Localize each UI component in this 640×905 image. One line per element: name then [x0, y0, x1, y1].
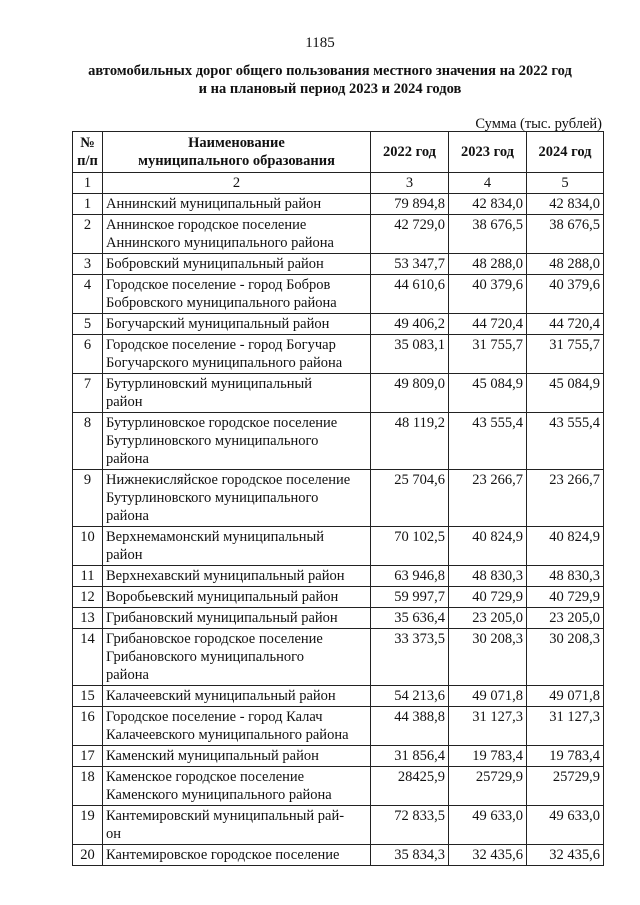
municipality-name-line: Аннинский муниципальный район: [106, 196, 322, 212]
municipality-name: [103, 215, 371, 254]
value-2024: 48 830,3: [527, 566, 604, 587]
row-number: 1: [73, 194, 103, 215]
municipality-name: [103, 767, 371, 806]
municipality-name-line: района: [106, 508, 149, 524]
value-2024: 38 676,5: [527, 215, 604, 254]
value-2022: 49 406,2: [371, 314, 449, 335]
header-number: [73, 132, 103, 173]
value-2022: 25 704,6: [371, 470, 449, 527]
value-2022: 72 833,5: [371, 806, 449, 845]
column-index-2: 2: [103, 173, 371, 194]
table-row: [73, 608, 604, 629]
value-2022: 44 610,6: [371, 275, 449, 314]
municipality-name: [103, 806, 371, 845]
row-number: 9: [73, 470, 103, 527]
row-number: 16: [73, 707, 103, 746]
table-row: [73, 629, 604, 686]
value-2024: 23 266,7: [527, 470, 604, 527]
value-2023: 30 208,3: [449, 629, 527, 686]
value-2023: 43 555,4: [449, 413, 527, 470]
municipality-name-line: Бутурлиновский муниципальный: [106, 376, 312, 392]
value-2023: 40 379,6: [449, 275, 527, 314]
row-number: 18: [73, 767, 103, 806]
municipality-name-line: Нижнекисляйское городское поселение: [106, 472, 351, 488]
row-number: 4: [73, 275, 103, 314]
header-municipality: [103, 132, 371, 173]
row-number: 7: [73, 374, 103, 413]
value-2024: 45 084,9: [527, 374, 604, 413]
municipality-name-line: Городское поселение - город Калач: [106, 709, 323, 725]
header-2023: 2023 год: [449, 132, 527, 173]
value-2022: 42 729,0: [371, 215, 449, 254]
allocation-table: [72, 131, 604, 866]
value-2022: 35 834,3: [371, 845, 449, 866]
value-2023: 48 288,0: [449, 254, 527, 275]
table-row: [73, 335, 604, 374]
document-heading: [40, 62, 620, 98]
row-number: 13: [73, 608, 103, 629]
value-2023: 31 127,3: [449, 707, 527, 746]
municipality-name-line: Кантемировское городское поселение: [106, 847, 340, 863]
value-2024: 49 071,8: [527, 686, 604, 707]
table-row: [73, 275, 604, 314]
municipality-name-line: Грибановского муниципального: [106, 649, 305, 665]
municipality-name-line: он: [106, 826, 122, 842]
municipality-name-line: Калачеевский муниципальный район: [106, 688, 336, 704]
municipality-name-line: района: [106, 451, 149, 467]
value-2024: 43 555,4: [527, 413, 604, 470]
value-2024: 19 783,4: [527, 746, 604, 767]
municipality-name: [103, 746, 371, 767]
municipality-name-line: Городское поселение - город Богучар: [106, 337, 336, 353]
value-2023: 40 729,9: [449, 587, 527, 608]
value-2022: 28425,9: [371, 767, 449, 806]
value-2022: 33 373,5: [371, 629, 449, 686]
municipality-name-line: Каменский муниципальный район: [106, 748, 319, 764]
value-2023: 48 830,3: [449, 566, 527, 587]
value-2023: 32 435,6: [449, 845, 527, 866]
column-index-row: [73, 173, 604, 194]
row-number: 17: [73, 746, 103, 767]
value-2024: 31 755,7: [527, 335, 604, 374]
municipality-name: [103, 566, 371, 587]
column-index-4: 4: [449, 173, 527, 194]
municipality-name: [103, 194, 371, 215]
municipality-name-line: Бобровского муниципального района: [106, 295, 337, 311]
municipality-name-line: Верхнемамонский муниципальный: [106, 529, 325, 545]
value-2023: 38 676,5: [449, 215, 527, 254]
table-row: [73, 374, 604, 413]
table-row: [73, 314, 604, 335]
value-2024: 31 127,3: [527, 707, 604, 746]
table-row: [73, 686, 604, 707]
value-2022: 54 213,6: [371, 686, 449, 707]
table-row: [73, 470, 604, 527]
value-2023: 23 266,7: [449, 470, 527, 527]
table-row: [73, 767, 604, 806]
municipality-name-line: Грибановский муниципальный район: [106, 610, 338, 626]
municipality-name: [103, 470, 371, 527]
table-row: [73, 254, 604, 275]
municipality-name-line: Верхнехавский муниципальный район: [106, 568, 345, 584]
municipality-name-line: Грибановское городское поселение: [106, 631, 323, 647]
municipality-name-line: Аннинское городское поселение: [106, 217, 307, 233]
municipality-name: [103, 314, 371, 335]
header-number-line-1: №: [80, 135, 95, 151]
table-row: [73, 806, 604, 845]
municipality-name: [103, 527, 371, 566]
municipality-name: [103, 254, 371, 275]
municipality-name-line: Каменского муниципального района: [106, 787, 332, 803]
row-number: 20: [73, 845, 103, 866]
value-2024: 32 435,6: [527, 845, 604, 866]
row-number: 11: [73, 566, 103, 587]
value-2024: 40 729,9: [527, 587, 604, 608]
municipality-name: [103, 686, 371, 707]
municipality-name-line: район: [106, 394, 143, 410]
municipality-name: [103, 629, 371, 686]
value-2023: 31 755,7: [449, 335, 527, 374]
value-2024: 49 633,0: [527, 806, 604, 845]
municipality-name-line: Бобровский муниципальный район: [106, 256, 324, 272]
municipality-name-line: Аннинского муниципального района: [106, 235, 334, 251]
row-number: 8: [73, 413, 103, 470]
value-2023: 49 071,8: [449, 686, 527, 707]
value-2023: 45 084,9: [449, 374, 527, 413]
value-2024: 42 834,0: [527, 194, 604, 215]
value-2022: 63 946,8: [371, 566, 449, 587]
value-2023: 19 783,4: [449, 746, 527, 767]
value-2022: 35 636,4: [371, 608, 449, 629]
value-2023: 42 834,0: [449, 194, 527, 215]
table-row: [73, 527, 604, 566]
header-2024: 2024 год: [527, 132, 604, 173]
municipality-name-line: Калачеевского муниципального района: [106, 727, 349, 743]
value-2022: 79 894,8: [371, 194, 449, 215]
table-row: [73, 413, 604, 470]
municipality-name-line: Бутурлиновского муниципального: [106, 490, 319, 506]
column-index-3: 3: [371, 173, 449, 194]
municipality-name-line: Богучарский муниципальный район: [106, 316, 330, 332]
municipality-name-line: Городское поселение - город Бобров: [106, 277, 331, 293]
value-2022: 53 347,7: [371, 254, 449, 275]
heading-line-1: автомобильных дорог общего пользования местного значения на 2022 год: [88, 63, 572, 79]
table-row: [73, 845, 604, 866]
header-municipality-line-1: Наименование: [188, 135, 285, 151]
value-2022: 31 856,4: [371, 746, 449, 767]
value-2024: 30 208,3: [527, 629, 604, 686]
row-number: 10: [73, 527, 103, 566]
value-2024: 40 379,6: [527, 275, 604, 314]
table-row: [73, 566, 604, 587]
column-index-1: 1: [73, 173, 103, 194]
municipality-name-line: Кантемировский муниципальный рай-: [106, 808, 345, 824]
municipality-name: [103, 845, 371, 866]
page-number: 1185: [305, 35, 335, 51]
municipality-name: [103, 608, 371, 629]
table-row: [73, 215, 604, 254]
value-2022: 44 388,8: [371, 707, 449, 746]
municipality-name: [103, 335, 371, 374]
municipality-name-line: района: [106, 667, 149, 683]
value-2022: 48 119,2: [371, 413, 449, 470]
value-2024: 40 824,9: [527, 527, 604, 566]
row-number: 19: [73, 806, 103, 845]
municipality-name-line: Каменское городское поселение: [106, 769, 305, 785]
row-number: 6: [73, 335, 103, 374]
municipality-name-line: Бутурлиновского муниципального: [106, 433, 319, 449]
header-2022: 2022 год: [371, 132, 449, 173]
value-2023: 40 824,9: [449, 527, 527, 566]
row-number: 15: [73, 686, 103, 707]
municipality-name-line: Бутурлиновское городское поселение: [106, 415, 338, 431]
municipality-name: [103, 275, 371, 314]
header-row: [73, 132, 604, 173]
column-index-5: 5: [527, 173, 604, 194]
value-2022: 59 997,7: [371, 587, 449, 608]
municipality-name: [103, 413, 371, 470]
table-row: [73, 707, 604, 746]
row-number: 3: [73, 254, 103, 275]
table-row: [73, 587, 604, 608]
row-number: 14: [73, 629, 103, 686]
value-2022: 70 102,5: [371, 527, 449, 566]
header-number-line-2: п/п: [77, 153, 98, 169]
row-number: 12: [73, 587, 103, 608]
municipality-name-line: Воробьевский муниципальный район: [106, 589, 339, 605]
table-row: [73, 194, 604, 215]
row-number: 5: [73, 314, 103, 335]
header-municipality-line-2: муниципального образования: [138, 153, 335, 169]
value-2024: 44 720,4: [527, 314, 604, 335]
units-label: Сумма (тыс. рублей): [475, 116, 602, 132]
value-2022: 49 809,0: [371, 374, 449, 413]
heading-line-2: и на плановый период 2023 и 2024 годов: [198, 81, 462, 97]
value-2023: 49 633,0: [449, 806, 527, 845]
value-2024: 23 205,0: [527, 608, 604, 629]
municipality-name: [103, 707, 371, 746]
value-2023: 25729,9: [449, 767, 527, 806]
table-row: [73, 746, 604, 767]
value-2022: 35 083,1: [371, 335, 449, 374]
value-2024: 25729,9: [527, 767, 604, 806]
municipality-name: [103, 374, 371, 413]
municipality-name-line: район: [106, 547, 143, 563]
municipality-name-line: Богучарского муниципального района: [106, 355, 343, 371]
value-2024: 48 288,0: [527, 254, 604, 275]
value-2023: 23 205,0: [449, 608, 527, 629]
municipality-name: [103, 587, 371, 608]
value-2023: 44 720,4: [449, 314, 527, 335]
row-number: 2: [73, 215, 103, 254]
